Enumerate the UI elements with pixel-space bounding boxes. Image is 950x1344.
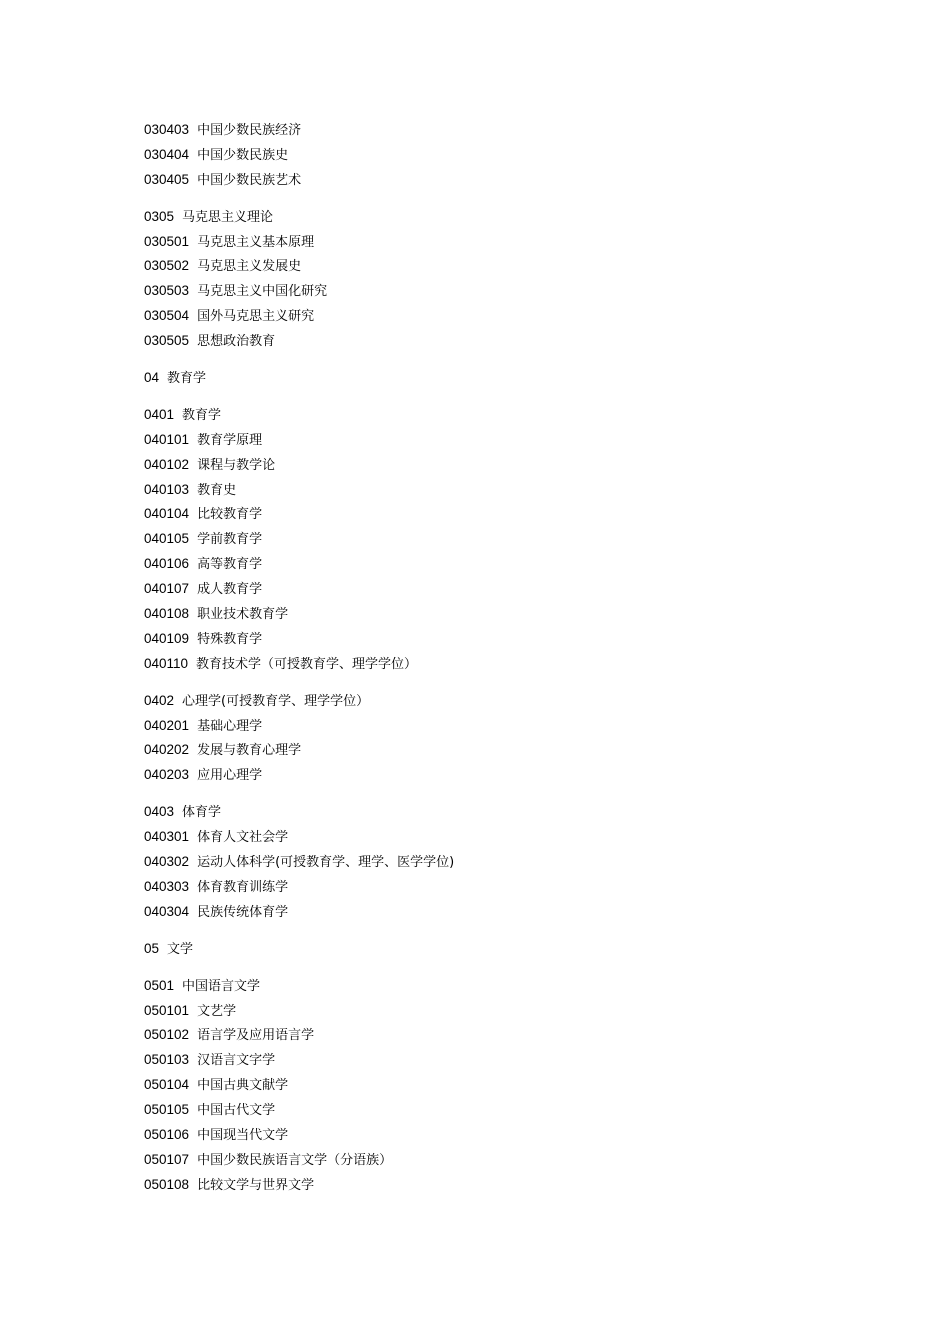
discipline-name: 体育人文社会学 (197, 830, 289, 846)
discipline-name: 教育学原理 (197, 432, 263, 448)
list-item (144, 974, 864, 999)
discipline-name: 中国现当代文学 (197, 1127, 289, 1143)
discipline-code: 030404 (144, 146, 190, 162)
discipline-code: 04 (144, 370, 160, 386)
discipline-name: 中国少数民族史 (197, 147, 289, 163)
discipline-name: 中国少数民族经济 (197, 123, 302, 138)
list-item (144, 738, 864, 763)
list-item (144, 366, 864, 391)
discipline-code: 040108 (144, 606, 190, 622)
discipline-code: 0501 (144, 977, 175, 993)
list-item (144, 552, 864, 577)
list-item (144, 329, 864, 354)
discipline-code: 050108 (144, 1176, 190, 1192)
list-item (144, 453, 864, 478)
list-item (144, 900, 864, 925)
discipline-code: 050107 (144, 1151, 190, 1167)
discipline-code: 040105 (144, 531, 190, 547)
discipline-name: 文学 (167, 941, 194, 957)
discipline-code: 050105 (144, 1102, 190, 1118)
list-item (144, 627, 864, 652)
list-item (144, 527, 864, 552)
discipline-code: 040304 (144, 903, 190, 919)
discipline-name: 比较教育学 (197, 507, 263, 523)
list-item (144, 143, 864, 168)
list-item (144, 403, 864, 428)
discipline-name: 教育技术学（可授教育学、理学学位） (196, 656, 418, 672)
discipline-name: 比较文学与世界文学 (197, 1177, 315, 1193)
list-item (144, 689, 864, 714)
discipline-code: 05 (144, 940, 160, 956)
discipline-name: 教育史 (197, 482, 237, 498)
discipline-code: 040201 (144, 717, 190, 733)
discipline-code: 040101 (144, 431, 190, 447)
discipline-code: 050101 (144, 1002, 190, 1018)
list-item (144, 652, 864, 677)
list-item (144, 825, 864, 850)
list-item (144, 1123, 864, 1148)
discipline-code: 040110 (144, 655, 189, 671)
discipline-code: 040202 (144, 742, 190, 758)
discipline-code: 030502 (144, 258, 190, 274)
discipline-code: 050102 (144, 1027, 190, 1043)
discipline-code: 050106 (144, 1126, 190, 1142)
discipline-code: 030403 (144, 122, 190, 137)
discipline-code: 0401 (144, 406, 175, 422)
discipline-name: 特殊教育学 (197, 631, 263, 647)
list-item (144, 168, 864, 193)
discipline-code: 0402 (144, 692, 175, 708)
discipline-name: 马克思主义发展史 (197, 259, 302, 275)
list-item (144, 1098, 864, 1123)
discipline-code: 040106 (144, 556, 190, 572)
list-item (144, 478, 864, 503)
discipline-code: 040301 (144, 829, 190, 845)
list-item (144, 763, 864, 788)
list-item (144, 1048, 864, 1073)
discipline-name: 马克思主义基本原理 (197, 234, 315, 250)
discipline-code: 030501 (144, 233, 190, 249)
discipline-name: 职业技术教育学 (197, 607, 289, 623)
discipline-name: 运动人体科学(可授教育学、理学、医学学位) (197, 855, 455, 871)
discipline-name: 汉语言文字学 (197, 1053, 276, 1069)
discipline-name: 中国少数民族艺术 (197, 172, 302, 188)
list-item (144, 1023, 864, 1048)
list-item (144, 875, 864, 900)
discipline-name: 发展与教育心理学 (197, 743, 302, 759)
discipline-name: 教育学 (167, 371, 207, 387)
discipline-name: 民族传统体育学 (197, 904, 289, 920)
discipline-name: 成人教育学 (197, 582, 263, 598)
discipline-code: 050104 (144, 1077, 190, 1093)
list-item (144, 800, 864, 825)
list-item (144, 714, 864, 739)
discipline-name: 中国语言文学 (182, 978, 261, 994)
list-item (144, 304, 864, 329)
list-item (144, 1148, 864, 1173)
discipline-code: 040203 (144, 767, 190, 783)
discipline-code: 030504 (144, 308, 190, 324)
discipline-code: 0403 (144, 804, 175, 820)
discipline-code: 040303 (144, 878, 190, 894)
discipline-code: 040104 (144, 506, 190, 522)
discipline-name: 文艺学 (197, 1003, 237, 1019)
list-item (144, 1173, 864, 1198)
discipline-name: 高等教育学 (197, 557, 263, 573)
discipline-name: 中国少数民族语言文学（分语族） (197, 1152, 393, 1168)
discipline-code: 050103 (144, 1052, 190, 1068)
list-item (144, 937, 864, 962)
discipline-code: 040107 (144, 581, 190, 597)
discipline-name: 教育学 (182, 407, 222, 423)
list-item (144, 602, 864, 627)
discipline-code: 040109 (144, 630, 190, 646)
list-item (144, 205, 864, 230)
discipline-name: 中国古代文学 (197, 1103, 276, 1119)
discipline-name: 心理学(可授教育学、理学学位） (182, 693, 370, 709)
discipline-name: 体育教育训练学 (197, 879, 289, 895)
list-item (144, 118, 864, 143)
discipline-code: 030503 (144, 283, 190, 299)
list-item (144, 577, 864, 602)
discipline-name: 马克思主义中国化研究 (197, 284, 328, 300)
discipline-name: 思想政治教育 (197, 334, 276, 350)
list-item (144, 279, 864, 304)
discipline-name: 国外马克思主义研究 (197, 309, 315, 325)
list-item (144, 1073, 864, 1098)
discipline-name: 基础心理学 (197, 718, 263, 734)
discipline-name: 语言学及应用语言学 (197, 1028, 315, 1044)
discipline-code: 040102 (144, 456, 190, 472)
discipline-code: 030405 (144, 171, 190, 187)
discipline-name: 学前教育学 (197, 532, 263, 548)
list-item (144, 850, 864, 875)
list-item (144, 230, 864, 255)
discipline-code: 040302 (144, 854, 190, 870)
discipline-code: 030505 (144, 333, 190, 349)
discipline-name: 体育学 (182, 805, 222, 821)
discipline-name: 马克思主义理论 (182, 209, 274, 225)
list-item (144, 428, 864, 453)
discipline-name: 应用心理学 (197, 768, 263, 784)
discipline-list (144, 118, 864, 1198)
list-item (144, 254, 864, 279)
discipline-name: 中国古典文献学 (197, 1078, 289, 1094)
list-item (144, 502, 864, 527)
discipline-name: 课程与教学论 (197, 457, 276, 473)
discipline-code: 0305 (144, 208, 175, 224)
discipline-code: 040103 (144, 481, 190, 497)
list-item (144, 999, 864, 1024)
